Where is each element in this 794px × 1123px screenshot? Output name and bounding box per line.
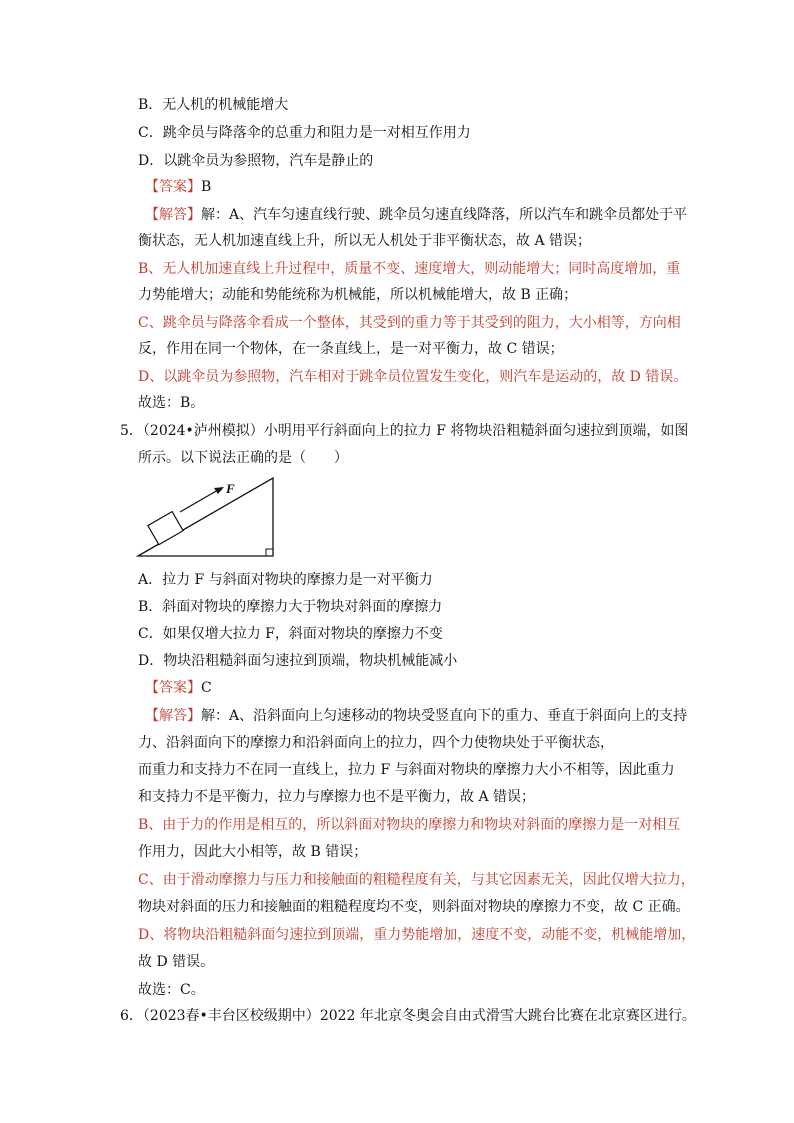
answer-tag: 【答案】 (145, 179, 201, 195)
q4-analysis-line-1: 【解答】解：A、汽车匀速直线行驶、跳伞员匀速直线降落，所以汽车和跳伞员都处于平 (145, 207, 688, 223)
q4-analysis-line-2: 衡状态，无人机加速直线上升，所以无人机处于非平衡状态，故 A 错误； (138, 233, 592, 249)
q4-analysis-c-2: 反，作用在同一个物体，在一条直线上，是一对平衡力，故 C 错误； (138, 341, 564, 357)
q6-stem: 6．（2023春•丰台区校级期中）2022 年北京冬奥会自由式滑雪大跳台比赛在北京赛区进行。 (120, 1008, 696, 1024)
answer-value: B (201, 179, 212, 195)
q4-answer (145, 177, 211, 197)
arrow-head-icon (214, 487, 224, 494)
q5-analysis-line-1: 【解答】解：A、沿斜面向上匀速移动的物块受竖直向下的重力、垂直于斜面向上的支持 (145, 708, 688, 724)
q5-analysis-line-3: 而重力和支持力不在同一直线上，拉力 F 与斜面对物块的摩擦力大小不相等，因此重力 (138, 762, 675, 778)
q5-analysis-d-2: 故 D 错误。 (138, 954, 215, 970)
q5-number: 5． (120, 423, 143, 439)
q5-analysis-c-2: 物块对斜面的压力和接触面的粗糙程度均不变，则斜面对物块的摩擦力不变，故 C 正确。 (138, 899, 690, 915)
q4-option-d: D．以跳伞员为参照物，汽车是静止的 (138, 153, 374, 169)
force-label: F (226, 481, 235, 496)
q5-analysis-line-2: 力、沿斜面向下的摩擦力和沿斜面向上的拉力，四个力使物块处于平衡状态， (138, 735, 614, 751)
q5-stem-line-2: 所示。以下说法正确的是（ ） (138, 450, 348, 466)
q4-analysis-b-1: B、无人机加速直线上升过程中，质量不变、速度增大，则动能增大；同时高度增加，重 (138, 261, 681, 277)
q5-analysis-b-2: 作用力，因此大小相等，故 B 错误； (138, 844, 368, 860)
q4-analysis-d-1: D、以跳伞员为参照物，汽车相对于跳伞员位置发生变化，则汽车是运动的，故 D 错误。 (138, 369, 688, 385)
answer-tag: 【答案】 (145, 680, 201, 696)
analysis-tag: 【解答】 (145, 708, 201, 724)
q5-answer (145, 678, 212, 698)
q4-option-c: C．跳伞员与降落伞的总重力和阻力是一对相互作用力 (138, 125, 471, 141)
q5-option-c: C．如果仅增大拉力 F，斜面对物块的摩擦力不变 (138, 626, 443, 642)
force-arrow-line (180, 490, 218, 512)
block (148, 512, 183, 545)
q5-analysis-line-4: 和支持力不是平衡力，拉力与摩擦力也不是平衡力，故 A 错误； (138, 789, 536, 805)
q5-analysis-d-1: D、将物块沿粗糙斜面匀速拉到顶端，重力势能增加，速度不变，动能不变，机械能增加， (138, 927, 696, 943)
q5-option-d: D．物块沿粗糙斜面匀速拉到顶端，物块机械能减小 (138, 653, 458, 669)
q5-option-b: B．斜面对物块的摩擦力大于物块对斜面的摩擦力 (138, 599, 443, 615)
incline-figure (136, 473, 278, 559)
q4-conclusion: 故选：B。 (138, 395, 205, 411)
right-angle-mark (266, 549, 273, 556)
q6-source: （2023春•丰台区校级期中） (142, 1008, 320, 1024)
q4-analysis-b-2: 力势能增大；动能和势能统称为机械能，所以机械能增大，故 B 正确； (138, 287, 578, 303)
q5-analysis-b-1: B、由于力的作用是相互的，所以斜面对物块的摩擦力和物块对斜面的摩擦力是一对相互 (138, 817, 681, 833)
q5-stem-line-1: 5．（2024•泸州模拟）小明用平行斜面向上的拉力 F 将物块沿粗糙斜面匀速拉到顶端，如图 (120, 423, 689, 439)
q4-analysis-c-1: C、跳伞员与降落伞看成一个整体，其受到的重力等于其受到的阻力，大小相等，方向相 (138, 315, 681, 331)
q5-option-a: A．拉力 F 与斜面对物块的摩擦力是一对平衡力 (138, 572, 433, 588)
q5-source: （2024•泸州模拟） (142, 423, 264, 439)
analysis-tag: 【解答】 (145, 207, 201, 223)
q6-number: 6． (120, 1008, 143, 1024)
incline-diagram (136, 473, 278, 559)
q4-option-b: B．无人机的机械能增大 (138, 97, 289, 113)
q5-conclusion: 故选：C。 (138, 982, 205, 998)
q5-analysis-c-1: C、由于滑动摩擦力与压力和接触面的粗糙程度有关，与其它因素无关，因此仅增大拉力， (138, 872, 695, 888)
answer-value: C (201, 680, 212, 696)
